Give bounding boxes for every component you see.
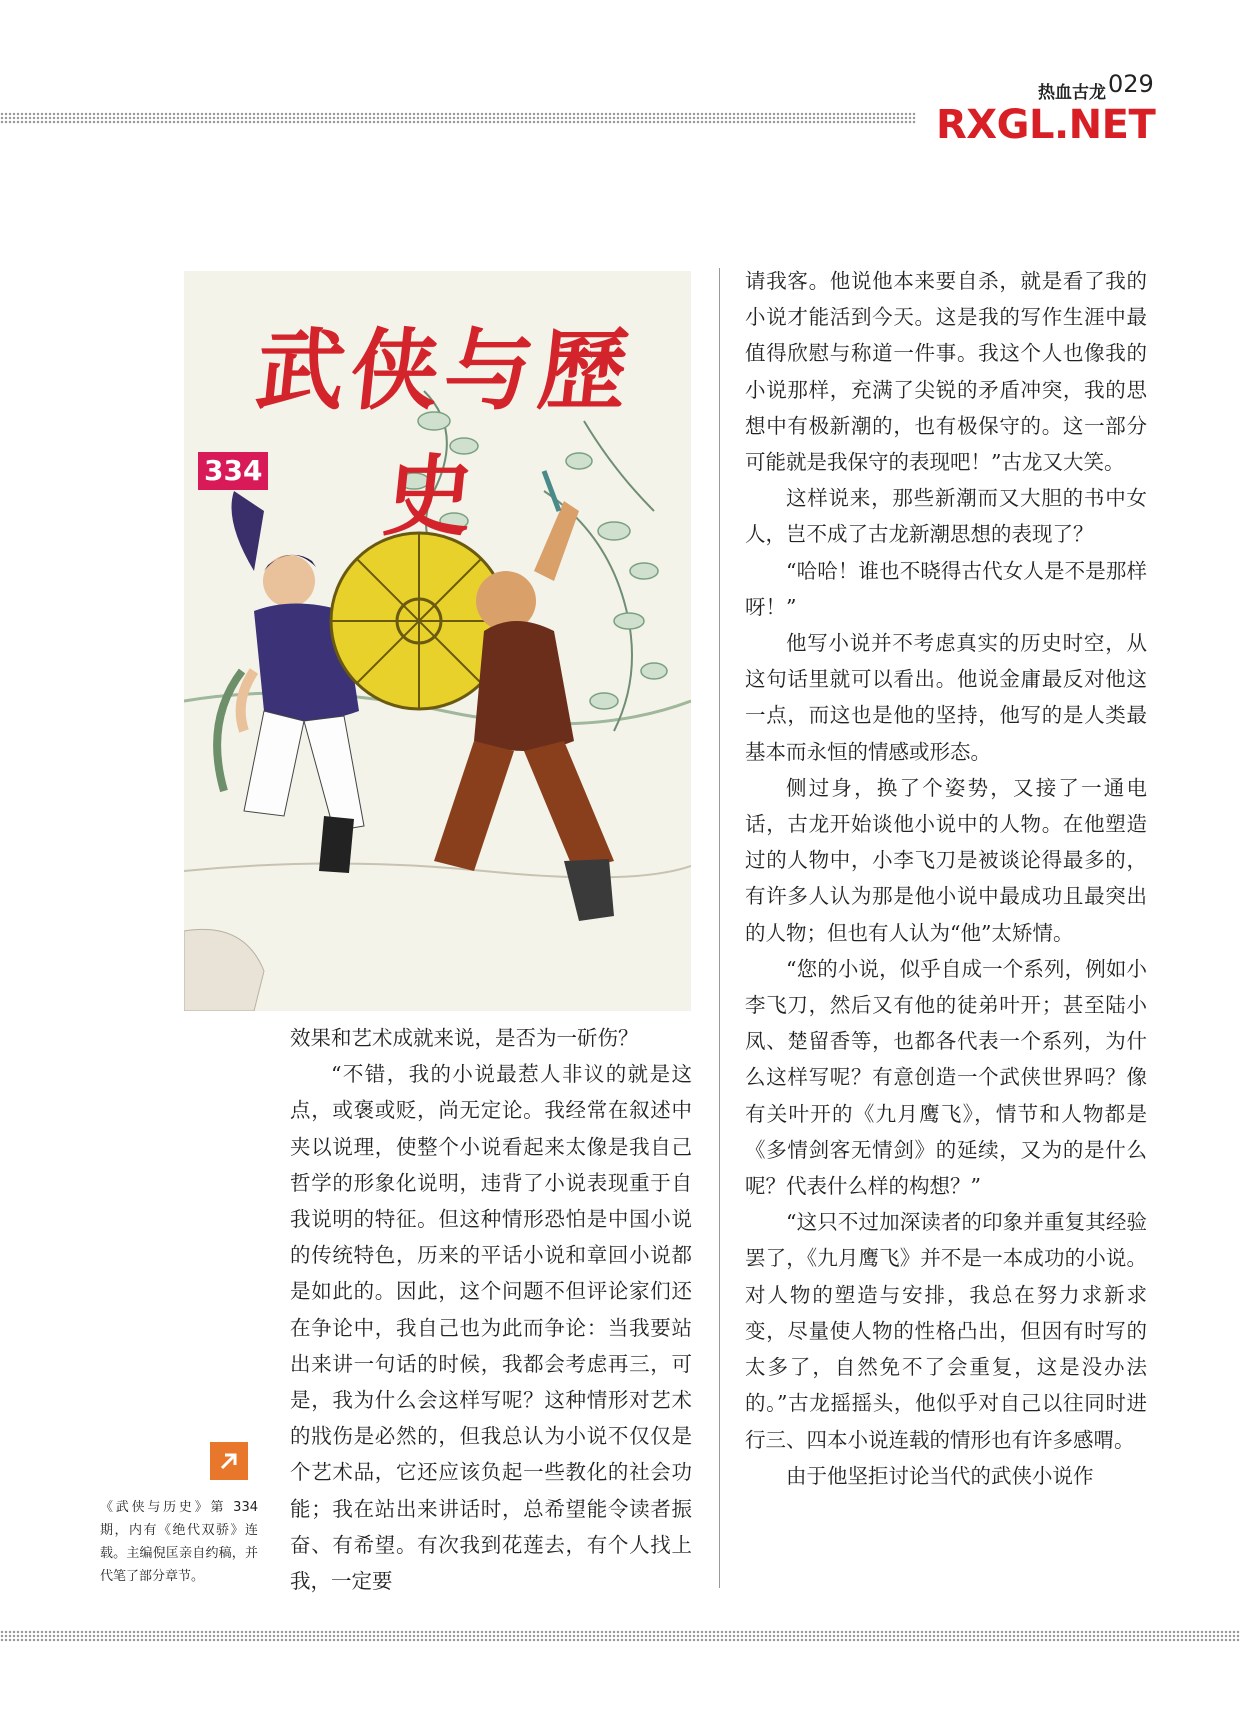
article-right-column [745, 263, 1147, 1494]
article-paragraph: 效果和艺术成就来说，是否为一斫伤？ [290, 1026, 639, 1050]
article-paragraph: 他写小说并不考虑真实的历史时空，从这句话里就可以看出。他说金庸最反对他这一点，而这也是他的坚持，他写的是人类最基本而永恒的情感或形态。 [745, 631, 1147, 764]
header-dotted-rule [0, 112, 916, 124]
magazine-cover-image [184, 271, 691, 1011]
section-name: 热血古龙 [1038, 83, 1106, 103]
issue-number-badge: 334 [198, 452, 268, 490]
article-paragraph: 请我客。他说他本来要自杀，就是看了我的小说才能活到今天。这是我的写作生涯中最值得欣慰与称道一件事。我这个人也像我的小说那样，充满了尖锐的矛盾冲突，我的思想中有极新潮的，也有极保守的。这一部分可能就是我保守的表现吧！”古龙又大笑。 [745, 269, 1147, 475]
arrow-up-right-icon [210, 1442, 248, 1480]
article-paragraph: 这样说来，那些新潮而又大胆的书中女人，岂不成了古龙新潮思想的表现了？ [745, 486, 1147, 547]
footer-dotted-rule [0, 1630, 1240, 1642]
article-paragraph: 侧过身，换了个姿势，又接了一通电话，古龙开始谈他小说中的人物。在他塑造过的人物中，小李飞刀是被谈论得最多的，有许多人认为那是他小说中最成功且最突出的人物；但也有人认为“他”太矫情。 [745, 775, 1147, 945]
column-divider [719, 268, 720, 1588]
image-caption: 《武侠与历史》第 334 期，内有《绝代双骄》连载。主编倪匡亲自约稿，并代笔了部分章节。 [100, 1500, 258, 1584]
article-paragraph: “您的小说，似乎自成一个系列，例如小李飞刀，然后又有他的徒弟叶开；甚至陆小凤、楚留香等，也都各代表一个系列，为什么这样写呢？有意创造一个武侠世界吗？像有关叶开的《九月鹰飞》，情节和人物都是《多情剑客无情剑》的延续，又为的是什么呢？代表什么样的构想？” [745, 956, 1147, 1199]
article-paragraph: “不错，我的小说最惹人非议的就是这点，或褒或贬，尚无定论。我经常在叙述中夹以说理，使整个小说看起来太像是我自己哲学的形象化说明，违背了小说表现重于自我说明的特征。但这种情形恐怕是中国小说的传统特色，历来的平话小说和章回小说都是如此的。因此，这个问题不但评论家们还在争论中，我自己也为此而争论：当我要站出来讲一句话的时候，我都会考虑再三，可是，我为什么会这样写呢？这种情形对艺术的戕伤是必然的，但我总认为小说不仅仅是个艺术品，它还应该负起一些教化的社会功能；我在站出来讲话时，总希望能令读者振奋、有希望。有次我到花莲去，有个人找上我，一定要 [290, 1062, 692, 1594]
page-number: 029 [1108, 70, 1154, 98]
site-logo[interactable]: RXGL.NET [936, 102, 1156, 148]
article-left-column [290, 1020, 692, 1599]
article-paragraph: “哈哈！谁也不晓得古代女人是不是那样呀！” [745, 558, 1147, 619]
article-paragraph: 由于他坚拒讨论当代的武侠小说作 [786, 1463, 1094, 1488]
cover-title: 武侠与歷史 [251, 318, 639, 548]
article-paragraph: “这只不过加深读者的印象并重复其经验罢了，《九月鹰飞》并不是一本成功的小说。对人物的塑造与安排，我总在努力求新求变，尽量使人物的性格凸出，但因有时写的太多了，自然免不了会重复，这是没办法的。”古龙摇摇头，他似乎对自己以往同时进行三、四本小说连载的情形也有许多感喟。 [745, 1210, 1147, 1452]
